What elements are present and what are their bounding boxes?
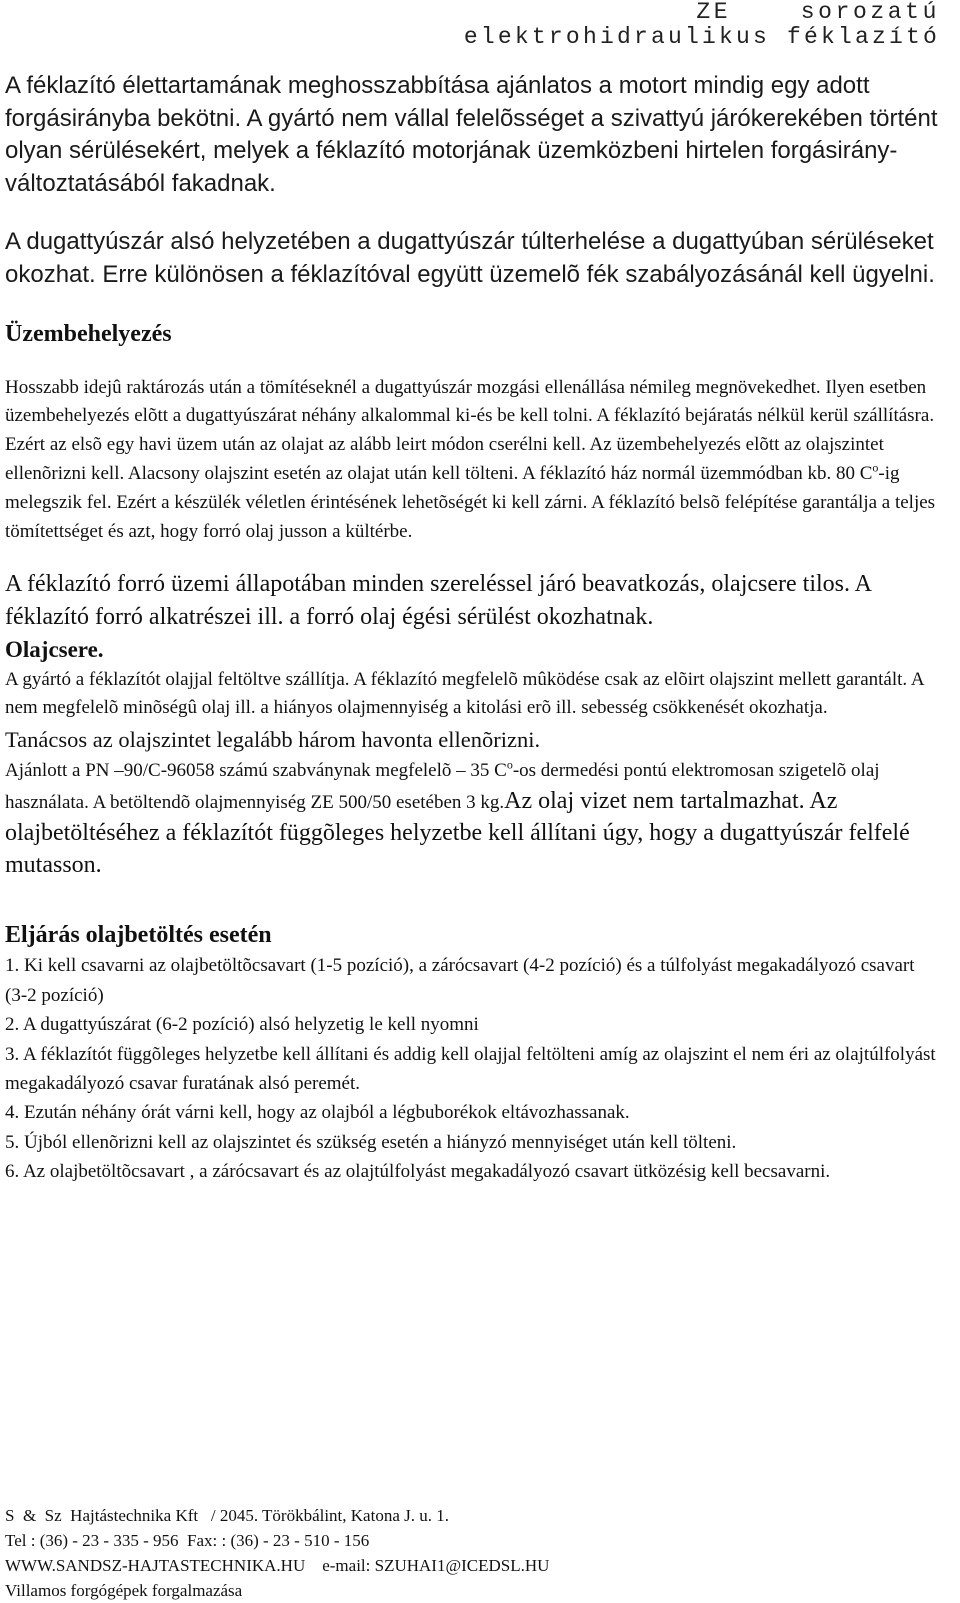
company-footer	[5, 1503, 549, 1603]
oil-spec-text-a: Ajánlott a PN –90/C-96058 számú szabványnak megfelelõ – 35 C	[5, 760, 507, 782]
procedure-step: 6. Az olajbetöltõcsavart , a zárócsavart és az olajtúlfolyást megakadályozó csavart ütközésig kell becsavarni.	[5, 1161, 831, 1183]
commissioning-text-b: -ig melegszik fel. Ezért a készülék véletlen érintésének lehetõségét ki kell zárni. A féklazító belsõ felépítése garantálja a teljes tömítettséget és azt, hogy forró olaj jusson a kültérbe.	[5, 462, 936, 542]
commissioning-text-a: Hosszabb idejû raktározás után a tömítéseknél a dugattyúszár mozgási ellenállása némileg megnövekedhet. Ilyen esetben üzembehelyezés elõtt a dugattyúszárat néhány alkalommal ki-és be kell tolni. A féklazító bejáratás nélkül kerül szállításra. Ezért az elsõ egy havi üzem után az olajat az alább leirt módon cserélni kell. Az üzembehelyezés elõtt az olajszintet ellenõrizni kell. Alacsony olajszint esetén az olajat után kell tölteni. A féklazító ház normál üzemmódban kb. 80 C	[5, 376, 935, 484]
header-product: elektrohidraulikus féklazító	[463, 24, 940, 50]
procedure-steps	[5, 951, 940, 1186]
oil-quantity-unit: kg.	[480, 791, 505, 813]
procedure-step: 5. Újból ellenõrizni kell az olajszintet és szükség esetén a hiányzó mennyiséget után kell tölteni.	[5, 1131, 737, 1153]
footer-company-address: S & Sz Hajtástechnika Kft / 2045. Törökbálint, Katona J. u. 1.	[5, 1506, 449, 1525]
header-series: ZE sorozatú	[696, 0, 940, 25]
procedure-step: 3. A féklazítót függõleges helyzetbe kell állítani és addig kell olajjal feltölteni amíg az olajszint el nem éri az olajtúlfolyást megakadályozó csavar furatának alsó peremét.	[5, 1043, 936, 1094]
commissioning-paragraph	[5, 374, 940, 547]
oil-spec-text-b: -os dermedési pontú elektromosan szigetelõ olaj használata. A betöltendõ olajmennyiség ZE 500/50 esetében 3	[5, 760, 880, 813]
intro-paragraph-2: A dugattyúszár alsó helyzetében a dugattyúszár túlterhelése a dugattyúban sérüléseket okozhat. Erre különösen a féklazítóval együtt üzemelõ fék szabályozásánál kell ügyelni.	[5, 228, 935, 288]
procedure-step: 4. Ezután néhány órát várni kell, hogy az olajból a légbuborékok eltávozhassanak.	[5, 1102, 630, 1124]
hot-state-warning: A féklazító forró üzemi állapotában minden szereléssel járó beavatkozás, olajcsere tilos. A féklazító forró alkatrészei ill. a forró olaj égési sérülést okozhatnak.	[5, 571, 871, 630]
footer-tagline: Villamos forgógépek forgalmazása	[5, 1581, 243, 1600]
degree-superscript: o	[872, 460, 879, 475]
oil-change-paragraph-2	[5, 757, 940, 881]
procedure-step: 1. Ki kell csavarni az olajbetöltõcsavart (1-5 pozíció), a zárócsavart (4-2 pozíció) és a túlfolyást megakadályozó csavart (3-2 pozíció)	[5, 955, 915, 1006]
procedure-heading: Eljárás olajbetöltés esetén	[5, 922, 272, 949]
document-header	[464, 0, 940, 50]
oil-change-paragraph-1: A gyártó a féklazítót olajjal feltöltve szállítja. A féklazító megfelelõ mûködése csak az elõirt olajszint mellett garantált. A nem megfelelõ minõségû olaj ill. a hiányos olajmennyiség a kitolási erõ ill. sebesség csökkenését okozhatja.	[5, 668, 924, 719]
oil-degree-superscript: o	[506, 757, 513, 772]
footer-phone-fax: Tel : (36) - 23 - 335 - 956 Fax: : (36) - 23 - 510 - 156	[5, 1531, 370, 1550]
document-body	[5, 70, 940, 1187]
footer-web-email: WWW.SANDSZ-HAJTASTECHNIKA.HU e-mail: SZUHAI1@ICEDSL.HU	[5, 1556, 550, 1575]
procedure-step: 2. A dugattyúszárat (6-2 pozíció) alsó helyzetig le kell nyomni	[5, 1014, 479, 1036]
oil-check-advice: Tanácsos az olajszintet legalább három havonta ellenõrizni.	[5, 727, 541, 753]
commissioning-heading: Üzembehelyezés	[5, 320, 172, 347]
oil-change-heading: Olajcsere.	[5, 636, 104, 662]
intro-paragraph-1: A féklazító élettartamának meghosszabbítása ajánlatos a motort mindig egy adott forgásirányba bekötni. A gyártó nem vállal felelõsséget a szivattyú járókerekében történt olyan sérülésekért, melyek a féklazító motorjának üzemközbeni hirtelen forgásirány-változtatásából fakadnak.	[5, 72, 938, 197]
oil-spec-text-c: Az olaj vizet nem tartalmazhat. Az olajbetöltéséhez a féklazítót függõleges helyzetbe kell állítani úgy, hogy a dugattyúszár felfelé mutasson.	[5, 787, 910, 878]
